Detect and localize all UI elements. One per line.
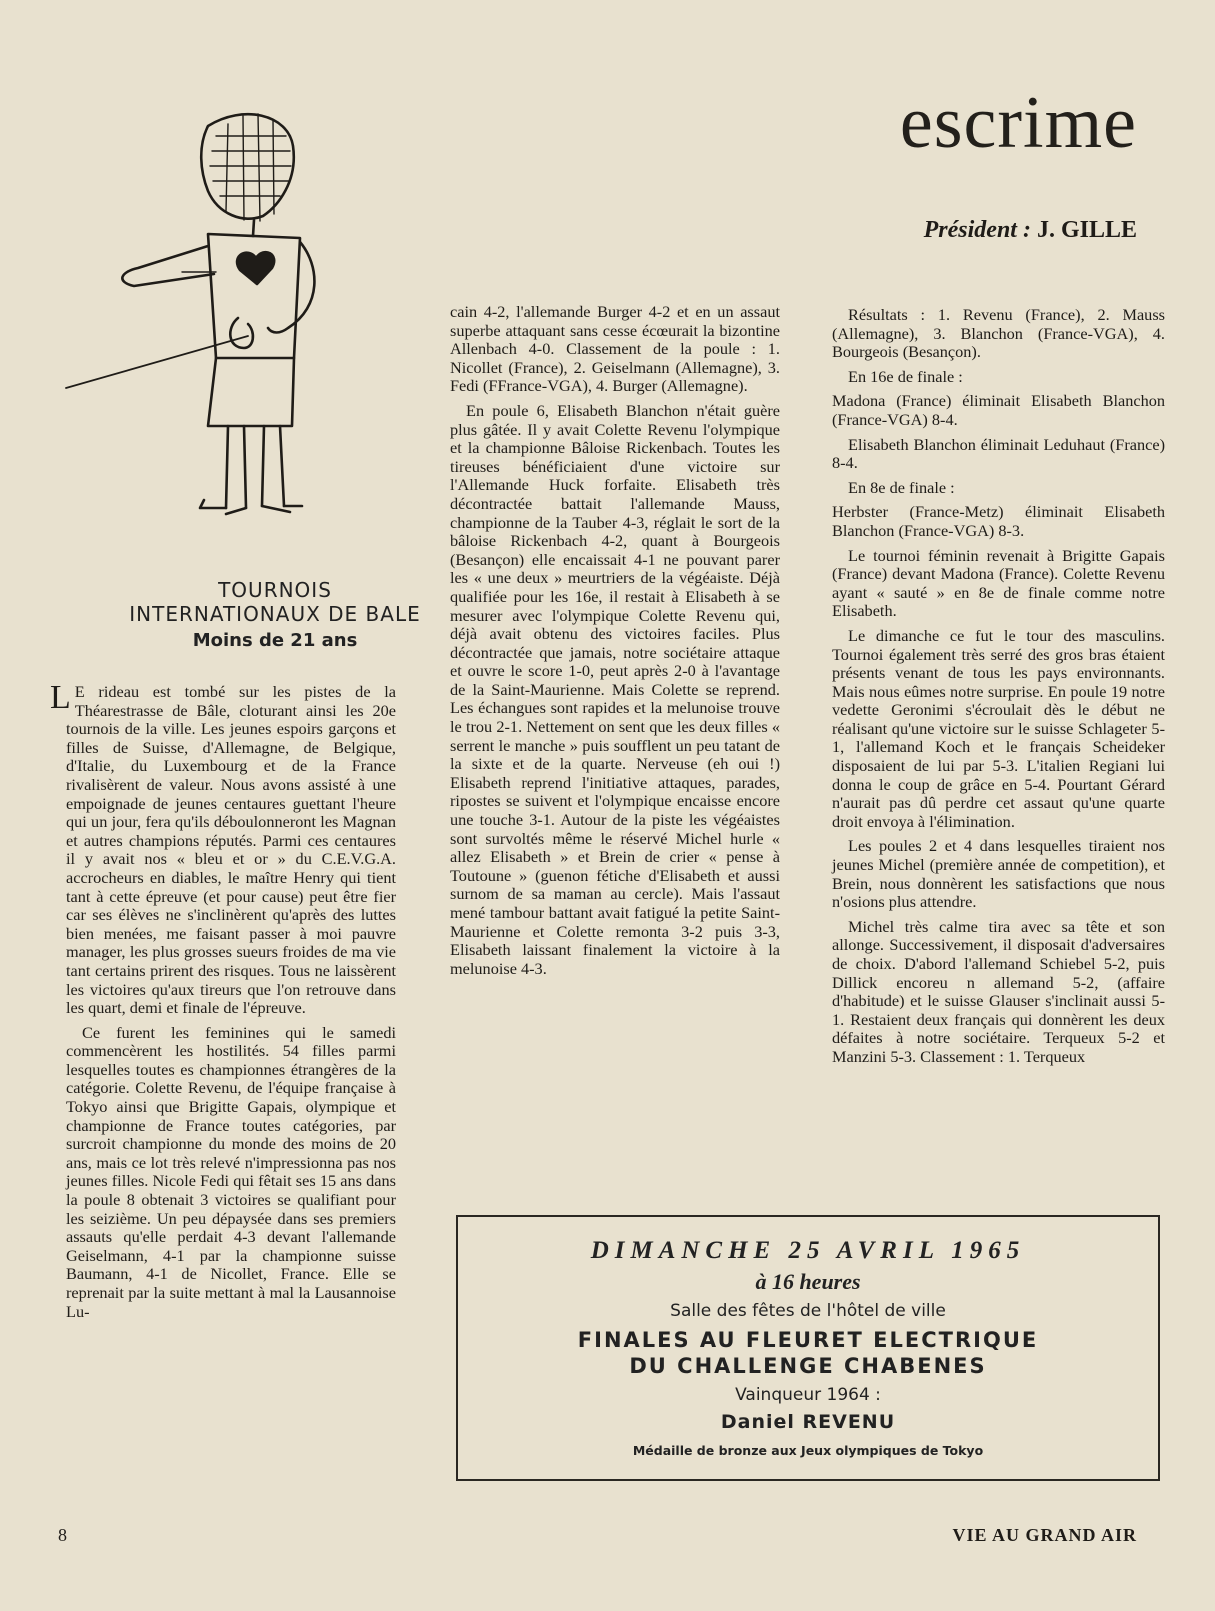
paragraph: cain 4-2, l'allemande Burger 4-2 et en un assaut superbe attaquant sans cesse écœurait la bizontine Allenbach 4-0. Classement de la poule : 1. Nicollet (France), 2. Geiselmann (Allemagne), 3. Fedi (FFrance-VGA), 4. Burger (Allemagne). [450, 302, 780, 396]
medal-note: Médaille de bronze aux Jeux olympiques de Tokyo [632, 1443, 984, 1458]
article-column-1 [50, 679, 396, 1327]
paragraph: Le dimanche ce fut le tour des masculins. Tournoi également très serré des gros bras étaient présents venant de tous les pays environnants. Mais nous eûmes notre surprise. En poule 19 notre vedette Geronimi s'écroulait dès le début ne réalisant qu'une victoire sur le suisse Schlageter 5-1, l'allemand Koch et le français Scheideker disposaient de lui par 5-3. L'italien Regiani lui donna le coup de grâce en 5-4. Pourtant Gérard n'aurait pas dû perdre cet assaut qu'une quarte droit envoya à l'élimination. [832, 625, 1165, 831]
paragraph: Le tournoi féminin revenait à Brigitte Gapais (France) devant Madona (France). Colette Revenu ayant « sauté » en 8e de finale comme notre Elisabeth. [832, 545, 1165, 621]
result-line: Madona (France) éliminait Elisabeth Blanchon (France-VGA) 8-4. [832, 391, 1165, 429]
article-column-3 [832, 306, 1165, 1073]
president-label: Président : [923, 217, 1031, 243]
result-line: Herbster (France-Metz) éliminait Elisabeth Blanchon (France-VGA) 8-3. [832, 502, 1165, 540]
fencer-illustration [58, 96, 378, 556]
article-title [120, 578, 430, 626]
paragraph: En poule 6, Elisabeth Blanchon n'était guère plus gâtée. Il y avait Colette Revenu l'olympique et la championne Bâloise Rickenbach. Toutes les tireuses bénéficiaient d'une victoire sur l'Allemande Huck forfaite. Elisabeth très décontractée battait l'allemande Mauss, championne de la Tauber 4-3, réglait le sort de la bâloise Rickenbach 4-2, quant à Bourgeois (Besançon) elle encaissait 4-1 ne pouvant parer les « une deux » meurtriers de la végéaiste. Déjà qualifiée pour les 16e, il restait à Elisabeth à se mesurer avec l'olympique Colette Revenu qui, déjà avait obtenu des victoires faciles. Plus décontractée que jamais, notre sociétaire attaque et ouvre le score 1-0, peut après 2-0 à l'avantage de la Saint-Maurienne. Mais Colette se reprend. Les échangues sont rapides et la melunoise trouve le trou 2-1. Nettement on sent que les deux filles « serrent le manche » puis soufflent un peu tatant de la sixte et de la quarte. Nerveuse (eh oui !) Elisabeth reprend l'initiative attaques, parades, ripostes se suivent et l'olympique encaisse encore une touche 3-1. Autour de la piste les végéaistes sont survoltés même le réservé Michel hurle « allez Elisabeth » et Brein de crier « pense à Toutoune » (guenon fétiche d'Elisabeth et aussi surnom de sa maman au cercle). Mais l'assaut mené tambour battant avait fatigué la petite Saint-Maurienne et Colette remonta 3-2 puis 3-3, Elisabeth laissant finalement la victoire à la melunoise 4-3. [450, 400, 780, 978]
announcement-title [458, 1327, 1158, 1379]
result-line: Elisabeth Blanchon éliminait Leduhaut (France) 8-4. [832, 434, 1165, 473]
paragraph: Michel très calme tira avec sa tête et son allonge. Successivement, il disposait d'adversaires de choix. D'abord l'allemand Schiebel 5-2, puis Dillick encoreu n allemand 5-2, (affaire d'habitude) et le suisse Glauser s'inclinait aussi 5-1. Restaient deux français qui donnèrent les deux défaites à notre sociétaire. Terqueux 5-2 et Manzini 5-3. Classement : 1. Terqueux [832, 916, 1165, 1066]
announcement-time: à 16 heures [755, 1269, 861, 1294]
announcement-box [456, 1215, 1160, 1481]
paragraph-text: E rideau est tombé sur les pistes de la Théarestrasse de Bâle, cloturant ainsi les 20e tournois de la ville. Les jeunes espoirs garçons et filles de Suisse, d'Allemagne, de Belgique, d'Italie, du Luxembourg et de la France rivalisèrent de valeur. Nous avons assisté à une empoignade de jeunes centaures guettant l'heure qui un jour, fera qu'ils déboulonneront les Magnan et autres champions réputés. Parmi ces centaures il y avait nos « bleu et or » du C.E.V.G.A. accrocheurs en diables, le maître Henry qui tient tant à cette épreuve (et pour cause) peut être fier car ses élèves ne s'inclinèrent qu'après des luttes bien menées, me faisant passer à moi pauvre manager, les plus grosses sueurs froides de ma vie tant certains prirent des risques. Tous ne laissèrent les victoires qu'aux tireurs que l'on retrouve dans les quart, demi et finale de l'épreuve. [66, 682, 396, 1018]
results-paragraph: Résultats : 1. Revenu (France), 2. Mauss (Allemagne), 3. Blanchon (France-VGA), 4. Bourgeois (Besançon). [832, 305, 1165, 362]
magazine-name: VIE AU GRAND AIR [952, 1525, 1137, 1545]
article-subtitle: Moins de 21 ans [192, 630, 358, 651]
winner-name: Daniel REVENU [720, 1411, 896, 1433]
drop-cap: L [50, 679, 71, 716]
announcement-title-line2: DU CHALLENGE CHABENES [629, 1354, 987, 1378]
article-title-line2: INTERNATIONAUX DE BALE [129, 602, 421, 626]
page-number: 8 [58, 1525, 67, 1545]
paragraph: Les poules 2 et 4 dans lesquelles tiraient nos jeunes Michel (première année de competition), et Brein, nous donnèrent les satisfactions que nous n'osions plus attendre. [832, 836, 1165, 912]
round-heading: En 16e de finale : [848, 366, 963, 386]
round-heading: En 8e de finale : [848, 477, 955, 497]
winner-label: Vainqueur 1964 : [735, 1385, 881, 1405]
announcement-title-line1: FINALES AU FLEURET ELECTRIQUE [577, 1328, 1039, 1352]
announcement-venue: Salle des fêtes de l'hôtel de ville [670, 1301, 946, 1321]
paragraph: Ce furent les feminines qui le samedi commencèrent les hostilités. 54 filles parmi lesquelles toutes es championnes étrangères de la catégorie. Colette Revenu, de l'équipe française à Tokyo ainsi que Brigitte Gapais, olympique et championne de France toutes catégories, par surcroit championne du monde des moins de 20 ans, mais ce lot très relevé n'impressionna pas nos jeunes filles. Nicole Fedi qui fêtait ses 15 ans dans la poule 8 obtenait 3 victoires se qualifiant pour les seizième. Un peu dépaysée dans ses premiers assauts qu'elle perdait 4-3 devant l'allemande Geiselmann, 4-1 par la championne suisse Baumann, 4-1 de Nicollet, France. Elle se reprenait par la suite mettant à mal la Lausannoise Lu- [66, 1022, 396, 1321]
president-line [924, 218, 1137, 242]
announcement-date: DIMANCHE 25 AVRIL 1965 [590, 1237, 1026, 1264]
article-column-2 [450, 303, 780, 984]
section-rubric: escrime [899, 82, 1137, 164]
article-title-line1: TOURNOIS [218, 578, 332, 602]
president-name: J. GILLE [1036, 217, 1137, 243]
paragraph [50, 679, 396, 1018]
